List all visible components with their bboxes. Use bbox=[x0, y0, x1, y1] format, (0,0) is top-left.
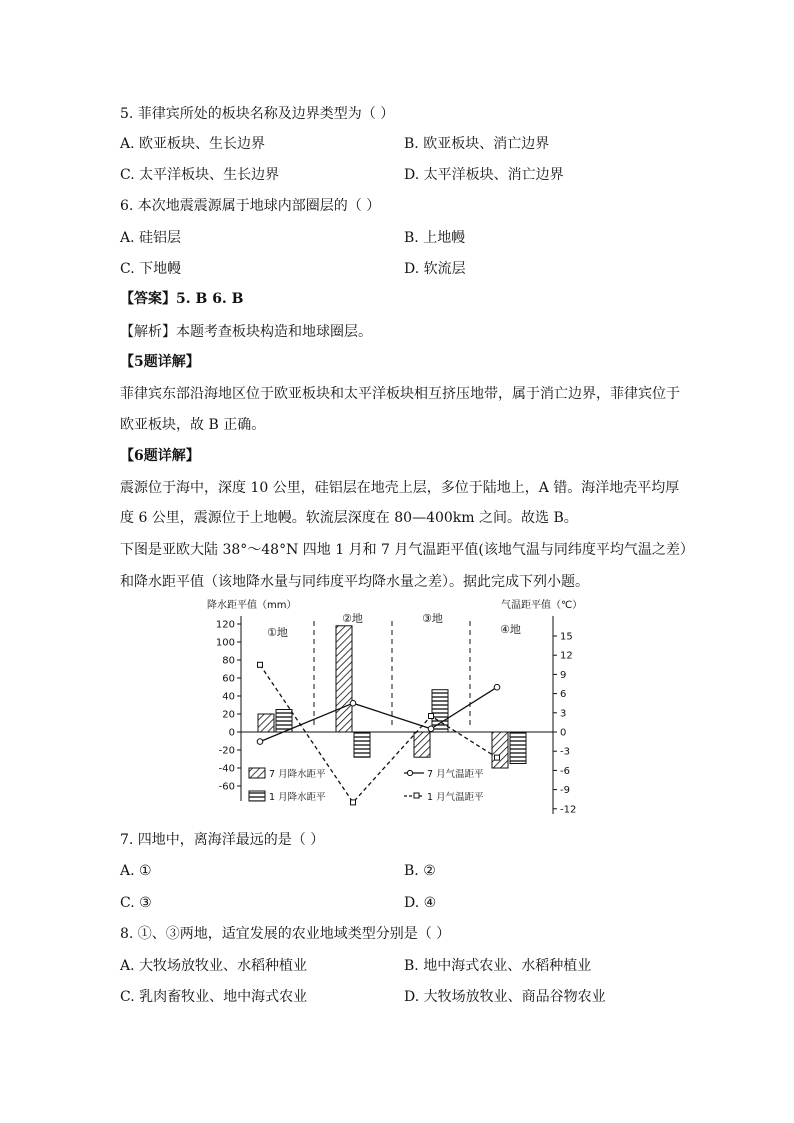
q8-option-c: C. 乳肉畜牧业、地中海式农业 bbox=[120, 989, 308, 1005]
q6-detail-line1: 震源位于海中，深度 10 公里，硅铝层在地壳上层，多位于陆地上，A 错。海洋地壳平均厚 bbox=[120, 480, 680, 496]
q5-option-d: D. 太平洋板块、消亡边界 bbox=[404, 167, 564, 183]
bar-jan-precip bbox=[354, 732, 370, 757]
intro-line2: 和降水距平值（该地降水量与同纬度平均降水量之差）。据此完成下列小题。 bbox=[120, 574, 589, 590]
right-tick-label: -9 bbox=[560, 785, 570, 797]
legend-marker-jan-temp bbox=[414, 793, 419, 798]
right-tick-label: -12 bbox=[560, 804, 577, 816]
right-tick-label: 6 bbox=[560, 689, 567, 701]
q6-stem: 6. 本次地震震源属于地球内部圈层的（ ） bbox=[120, 198, 381, 214]
left-tick-label: 40 bbox=[222, 691, 235, 703]
q7-option-d: D. ④ bbox=[404, 895, 437, 911]
bar-jul-precip bbox=[258, 714, 274, 732]
q5-stem: 5. 菲律宾所处的板块名称及边界类型为（ ） bbox=[120, 106, 395, 122]
legend-jul-temp: 7 月气温距平 bbox=[427, 769, 484, 780]
legend-swatch-jul-precip bbox=[249, 768, 265, 778]
left-tick-label: 20 bbox=[222, 709, 235, 721]
left-tick-label: -20 bbox=[218, 745, 235, 757]
point-jul-temp bbox=[350, 700, 356, 706]
right-tick-label: 3 bbox=[560, 708, 567, 720]
bar-jul-precip bbox=[492, 732, 508, 768]
left-tick-label: 60 bbox=[222, 673, 235, 685]
category-label-3: ③地 bbox=[422, 612, 443, 625]
intro-line1: 下图是亚欧大陆 38°～48°N 四地 1 月和 7 月气温距平值(该地气温与同纬度平均气温之差） bbox=[120, 542, 694, 558]
climate-anomaly-chart bbox=[205, 596, 590, 821]
right-tick-label: -3 bbox=[560, 746, 570, 758]
point-jan-temp bbox=[429, 714, 434, 719]
right-tick-label: -6 bbox=[560, 765, 570, 777]
left-tick-label: 120 bbox=[215, 619, 235, 631]
bar-jan-precip bbox=[432, 690, 448, 732]
category-label-1: ①地 bbox=[267, 626, 288, 639]
right-tick-label: 9 bbox=[560, 669, 567, 681]
point-jul-temp bbox=[257, 739, 263, 745]
bar-jan-precip bbox=[510, 732, 526, 764]
right-tick-label: 0 bbox=[560, 727, 567, 739]
legend-jan-temp: 1 月气温距平 bbox=[427, 792, 484, 803]
q8-option-d: D. 大牧场放牧业、商品谷物农业 bbox=[404, 989, 606, 1005]
point-jan-temp bbox=[495, 755, 500, 760]
legend-jul-precip: 7 月降水距平 bbox=[269, 769, 326, 780]
q5-option-c: C. 太平洋板块、生长边界 bbox=[120, 167, 280, 183]
left-tick-label: -40 bbox=[218, 763, 235, 775]
q5-option-b: B. 欧亚板块、消亡边界 bbox=[404, 136, 550, 152]
right-tick-label: 12 bbox=[560, 650, 573, 662]
legend-jan-precip: 1 月降水距平 bbox=[269, 792, 326, 803]
q8-option-b: B. 地中海式农业、水稻种植业 bbox=[404, 958, 592, 974]
legend-marker-jul-temp bbox=[407, 770, 412, 775]
analysis-line: 【解析】本题考查板块构造和地球圈层。 bbox=[120, 324, 372, 340]
q7-option-c: C. ③ bbox=[120, 895, 152, 911]
q8-option-a: A. 大牧场放牧业、水稻种植业 bbox=[120, 958, 308, 974]
q8-stem: 8. ①、③两地，适宜发展的农业地域类型分别是（ ） bbox=[120, 926, 451, 942]
left-tick-label: 80 bbox=[222, 655, 235, 667]
q6-detail-heading: 【6题详解】 bbox=[120, 448, 200, 464]
q6-option-a: A. 硅铝层 bbox=[120, 230, 182, 246]
q7-option-a: A. ① bbox=[120, 863, 152, 879]
q6-option-d: D. 软流层 bbox=[404, 261, 466, 277]
right-axis-label: 气温距平值（℃） bbox=[501, 600, 583, 611]
q5-detail-line1: 菲律宾东部沿海地区位于欧亚板块和太平洋板块相互挤压地带，属于消亡边界，菲律宾位于 bbox=[120, 386, 680, 402]
q7-option-b: B. ② bbox=[404, 863, 436, 879]
left-tick-label: -60 bbox=[218, 781, 235, 793]
q7-stem: 7. 四地中，离海洋最远的是（ ） bbox=[120, 832, 325, 848]
category-label-2: ②地 bbox=[342, 612, 363, 625]
left-tick-label: 100 bbox=[215, 637, 235, 649]
bar-jan-precip bbox=[276, 710, 292, 733]
right-tick-label: 15 bbox=[560, 631, 573, 643]
line-jan-temp bbox=[260, 665, 497, 803]
q5-detail-heading: 【5题详解】 bbox=[120, 354, 200, 370]
left-axis-label: 降水距平值（mm） bbox=[207, 600, 297, 611]
answer-line: 【答案】5. B 6. B bbox=[120, 291, 244, 307]
point-jul-temp bbox=[428, 726, 434, 732]
point-jul-temp bbox=[494, 684, 500, 690]
legend-swatch-jan-precip bbox=[249, 791, 265, 801]
q5-option-a: A. 欧亚板块、生长边界 bbox=[120, 136, 266, 152]
line-jul-temp bbox=[260, 687, 497, 741]
q6-option-c: C. 下地幔 bbox=[120, 261, 182, 277]
point-jan-temp bbox=[258, 662, 263, 667]
category-label-4: ④地 bbox=[500, 623, 521, 636]
bar-jul-precip bbox=[414, 732, 430, 757]
left-tick-label: 0 bbox=[228, 727, 235, 739]
q6-detail-line2: 度 6 公里，震源位于上地幔。软流层深度在 80—400km 之间。故选 B。 bbox=[120, 510, 578, 526]
bar-jul-precip bbox=[336, 626, 352, 732]
point-jan-temp bbox=[351, 800, 356, 805]
q5-detail-line2: 欧亚板块，故 B 正确。 bbox=[120, 417, 266, 433]
q6-option-b: B. 上地幔 bbox=[404, 230, 466, 246]
